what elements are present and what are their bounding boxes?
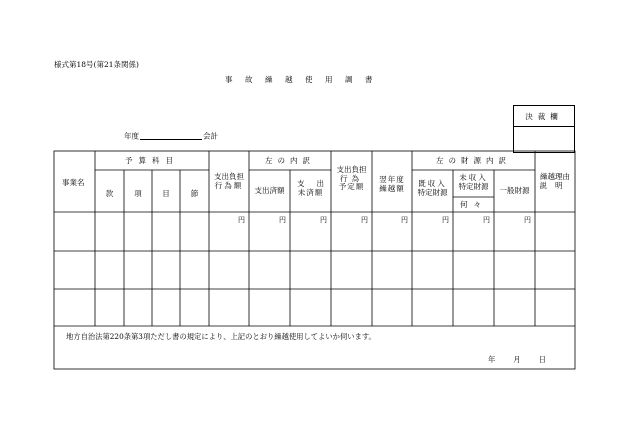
header-budget-col-kan: 款 <box>105 189 114 198</box>
account-label: 会計 <box>203 131 218 141</box>
header-budget-col-moku: 目 <box>162 189 170 198</box>
unit-yen: 円 <box>442 216 449 224</box>
header-budget-group: 予算科目 <box>125 156 179 165</box>
unit-yen: 円 <box>483 216 490 224</box>
header-carryover: 翌年度 繰越額 <box>379 175 405 193</box>
header-unpaid-amount: 支 出 未済額 <box>297 179 324 197</box>
header-reason: 繰越理由 説明 <box>539 172 571 190</box>
header-expenditure-burden: 支出負担 行為額 <box>214 172 244 190</box>
footer-note: 地方自治法第220条第3項ただし書の規定により、上記のとおり繰越使用してよいか伺います。 <box>66 332 376 341</box>
header-same: 何々 <box>460 200 487 209</box>
header-breakdown-group: 左の内訳 <box>265 156 315 165</box>
unit-yen: 円 <box>401 216 408 224</box>
unit-yen: 円 <box>524 216 531 224</box>
form-number: 様式第18号(第21条関係) <box>54 60 139 69</box>
header-general-funds: 一般財源 <box>499 186 530 195</box>
year-label: 年度 <box>124 131 139 141</box>
header-paid-amount: 支出済額 <box>254 186 285 195</box>
footer-date <box>488 355 546 365</box>
unit-yen: 円 <box>279 216 286 224</box>
header-budget-col-kou: 項 <box>134 189 142 198</box>
header-received-specific: 既収入 特定財源 <box>417 179 448 197</box>
header-project-name: 事業名 <box>62 178 85 187</box>
date-month: 月 <box>513 355 521 364</box>
date-day: 日 <box>538 355 546 364</box>
header-budget-col-setsu: 節 <box>190 189 199 198</box>
header-planned-burden: 支出負担 行為 予定額 <box>336 165 367 192</box>
unit-yen: 円 <box>361 216 368 224</box>
decision-label: 決裁欄 <box>514 106 574 127</box>
date-year: 年 <box>488 355 496 364</box>
unit-yen: 円 <box>238 216 245 224</box>
header-unreceived-specific: 未収入 特定財源 <box>458 173 489 191</box>
unit-yen: 円 <box>320 216 327 224</box>
header-source-group: 左の財源内訳 <box>436 156 511 165</box>
document-title: 事故繰越使用調書 <box>225 75 385 84</box>
